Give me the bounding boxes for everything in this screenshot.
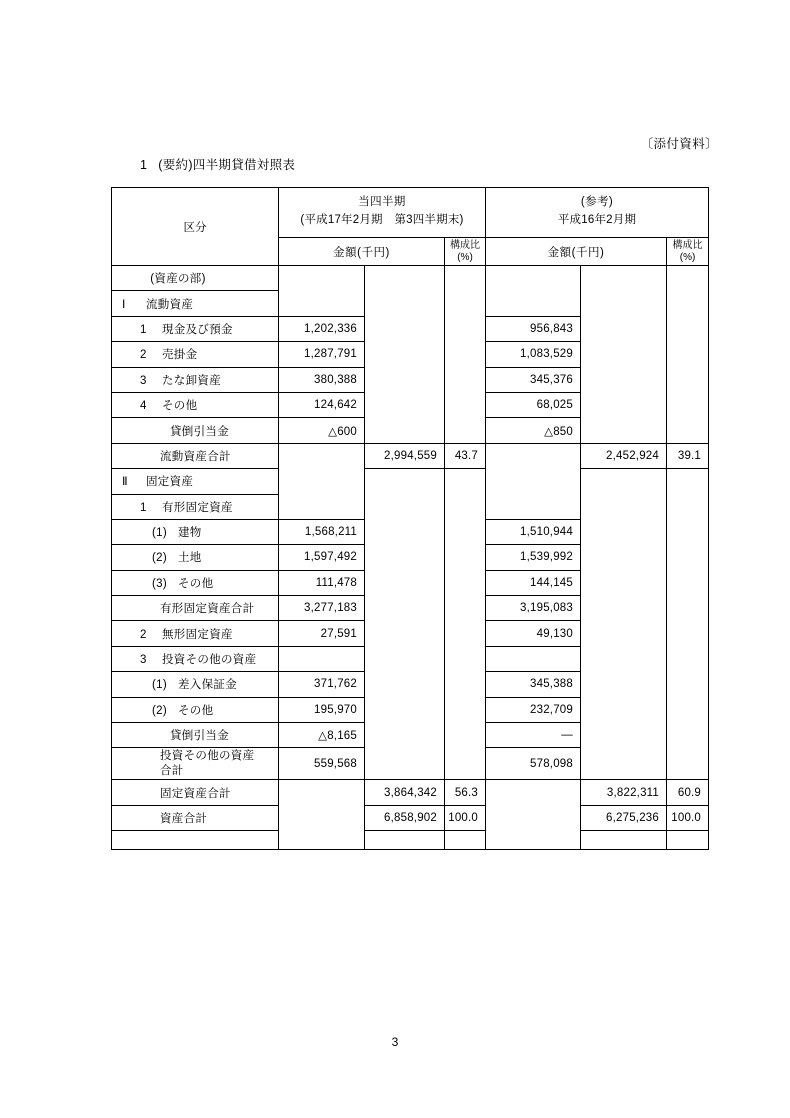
row-marker: 4 [140,400,147,413]
cell-current-ratio [445,418,486,443]
cell-current-total: 6,858,902 [365,805,445,830]
cell-current-total [365,748,445,780]
cell-current-detail [279,469,365,494]
cell-current-detail [279,443,365,468]
table-row [112,494,709,519]
cell-current-detail [279,831,365,850]
cell-prior-total [581,646,667,671]
cell-prior-detail: 3,195,083 [486,596,581,621]
table-body [112,266,709,850]
cell-prior-detail: 345,376 [486,367,581,392]
cell-prior-detail [486,646,581,671]
row-label: (3) その他 [152,577,214,590]
header-current-period [279,188,486,238]
row-marker: (2) [152,552,167,565]
row-label: 4 その他 [140,400,198,413]
header-current-amount: 金額(千円) [279,238,445,266]
cell-prior-detail: 68,025 [486,392,581,417]
header-division-label: 区分 [183,221,207,234]
balance-sheet-table-wrapper [111,187,708,850]
cell-current-ratio [445,342,486,367]
cell-current-detail: 1,287,791 [279,342,365,367]
table-row [112,831,709,850]
table-row [112,780,709,805]
cell-current-total [365,342,445,367]
row-marker: 3 [140,654,147,667]
row-marker: (1) [152,679,167,692]
cell-prior-detail [486,780,581,805]
cell-division [112,723,279,748]
cell-prior-detail: 49,130 [486,621,581,646]
cell-current-ratio [445,697,486,722]
table-row [112,519,709,544]
cell-prior-ratio [667,392,709,417]
row-marker: (2) [152,704,167,717]
cell-prior-ratio [667,748,709,780]
table-row [112,805,709,830]
table-row [112,570,709,595]
cell-division [112,780,279,805]
cell-division [112,596,279,621]
row-label: Ⅱ 固定資産 [122,476,194,489]
cell-prior-total [581,621,667,646]
cell-division [112,672,279,697]
row-marker: 2 [140,628,147,641]
current-ratio-line1: 構成比 [450,240,480,252]
row-marker: 2 [140,349,147,362]
cell-current-ratio [445,646,486,671]
row-label: 貸倒引当金 [170,425,229,438]
cell-prior-detail [486,469,581,494]
cell-division [112,392,279,417]
cell-prior-detail [486,805,581,830]
cell-prior-ratio [667,596,709,621]
cell-prior-ratio [667,291,709,316]
cell-current-ratio [445,494,486,519]
cell-current-total [365,723,445,748]
cell-prior-total: 6,275,236 [581,805,667,830]
table-row [112,469,709,494]
row-label: (2) 土地 [152,552,202,565]
cell-prior-ratio: 100.0 [667,805,709,830]
cell-prior-detail: 144,145 [486,570,581,595]
cell-prior-total [581,723,667,748]
cell-current-ratio [445,266,486,291]
header-prior-amount: 金額(千円) [486,238,667,266]
cell-current-total [365,596,445,621]
cell-current-total [365,697,445,722]
row-label: 貸倒引当金 [170,730,229,743]
cell-current-detail: 195,970 [279,697,365,722]
cell-prior-ratio [667,316,709,341]
table-row [112,621,709,646]
cell-prior-total [581,748,667,780]
cell-division [112,367,279,392]
cell-current-total [365,316,445,341]
page-title [140,155,295,173]
cell-current-detail [279,646,365,671]
cell-prior-total [581,316,667,341]
cell-prior-ratio [667,469,709,494]
cell-current-total: 2,994,559 [365,443,445,468]
cell-current-total: 3,864,342 [365,780,445,805]
cell-division [112,831,279,850]
row-label: 3 投資その他の資産 [140,654,257,667]
header-row-periods [112,188,709,238]
row-label: 1 有形固定資産 [140,501,233,514]
row-marker: 1 [140,323,147,336]
row-marker: (3) [152,577,167,590]
table-row [112,646,709,671]
cell-prior-total [581,367,667,392]
cell-prior-total [581,266,667,291]
prior-period-line1: (参考) [580,196,614,209]
cell-current-ratio [445,316,486,341]
cell-current-total [365,392,445,417]
cell-prior-ratio [667,494,709,519]
cell-current-detail: 124,642 [279,392,365,417]
cell-prior-ratio [667,266,709,291]
cell-prior-total [581,342,667,367]
table-row [112,266,709,291]
cell-current-detail [279,805,365,830]
cell-current-ratio [445,570,486,595]
row-label: 流動資産合計 [160,450,231,463]
cell-current-ratio [445,831,486,850]
prior-ratio-line1: 構成比 [672,240,703,252]
table-row [112,418,709,443]
cell-current-detail: 1,202,336 [279,316,365,341]
cell-current-ratio [445,672,486,697]
cell-division [112,316,279,341]
row-label: Ⅰ 流動資産 [122,298,194,311]
cell-current-total [365,266,445,291]
cell-prior-detail [486,291,581,316]
row-label: 1 現金及び預金 [140,323,233,336]
cell-current-detail: 380,388 [279,367,365,392]
cell-current-ratio [445,621,486,646]
cell-current-detail: 371,762 [279,672,365,697]
cell-current-detail: 111,478 [279,570,365,595]
cell-prior-total [581,494,667,519]
row-marker: Ⅰ [122,298,126,311]
cell-current-detail: △600 [279,418,365,443]
cell-division [112,805,279,830]
row-label: (資産の部) [150,273,206,286]
row-label: (1) 差入保証金 [152,679,237,692]
cell-prior-ratio [667,831,709,850]
table-row [112,291,709,316]
cell-current-ratio [445,748,486,780]
row-marker: (1) [152,527,167,540]
cell-current-ratio [445,519,486,544]
cell-current-detail [279,780,365,805]
cell-current-ratio: 100.0 [445,805,486,830]
cell-current-ratio [445,392,486,417]
cell-current-total [365,831,445,850]
cell-current-total [365,469,445,494]
cell-division [112,342,279,367]
cell-prior-total [581,596,667,621]
cell-division [112,748,279,780]
cell-current-detail [279,494,365,519]
cell-current-ratio: 43.7 [445,443,486,468]
cell-division [112,570,279,595]
cell-prior-total [581,831,667,850]
cell-prior-detail: — [486,723,581,748]
cell-prior-total [581,392,667,417]
cell-division [112,266,279,291]
balance-sheet-table [111,187,709,850]
cell-current-ratio: 56.3 [445,780,486,805]
table-row [112,392,709,417]
cell-prior-ratio [667,723,709,748]
cell-current-total [365,621,445,646]
prior-period-line2: 平成16年2月期 [557,214,637,226]
cell-prior-total [581,519,667,544]
cell-prior-ratio [667,545,709,570]
cell-current-detail [279,266,365,291]
cell-current-detail: 3,277,183 [279,596,365,621]
row-label: 資産合計 [160,813,208,825]
cell-current-total [365,494,445,519]
row-label: 投資その他の資産 合計 [160,750,255,777]
cell-division [112,646,279,671]
cell-prior-detail: △850 [486,418,581,443]
cell-prior-detail: 956,843 [486,316,581,341]
cell-current-total [365,646,445,671]
current-ratio-line2: (%) [457,251,473,263]
table-row [112,545,709,570]
cell-prior-detail [486,831,581,850]
table-header [112,188,709,266]
table-row [112,316,709,341]
row-label: (1) 建物 [152,527,202,540]
cell-prior-total [581,672,667,697]
table-row [112,697,709,722]
cell-prior-total: 2,452,924 [581,443,667,468]
cell-current-ratio [445,596,486,621]
cell-division [112,469,279,494]
cell-prior-ratio [667,418,709,443]
cell-division [112,443,279,468]
cell-prior-total [581,545,667,570]
cell-current-detail: 559,568 [279,748,365,780]
cell-prior-ratio [667,621,709,646]
cell-prior-detail [486,266,581,291]
cell-prior-total: 3,822,311 [581,780,667,805]
table-row [112,367,709,392]
cell-current-ratio [445,291,486,316]
cell-current-total [365,570,445,595]
cell-current-ratio [445,723,486,748]
cell-current-ratio [445,367,486,392]
cell-prior-total [581,697,667,722]
row-label: 固定資産合計 [160,787,231,800]
header-prior-ratio [667,238,709,266]
table-row [112,748,709,780]
cell-prior-detail: 1,510,944 [486,519,581,544]
cell-current-detail: △8,165 [279,723,365,748]
cell-prior-ratio [667,697,709,722]
header-prior-period [486,188,709,238]
prior-ratio-line2: (%) [679,251,696,263]
cell-prior-total [581,469,667,494]
row-marker: 3 [140,374,147,387]
row-label: (2) その他 [152,704,214,717]
cell-prior-total [581,418,667,443]
cell-division [112,621,279,646]
cell-current-total [365,672,445,697]
cell-current-detail: 1,568,211 [279,519,365,544]
cell-prior-total [581,291,667,316]
cell-current-total [365,291,445,316]
table-row [112,342,709,367]
cell-current-detail [279,291,365,316]
title-number: 1 [140,158,148,172]
cell-prior-ratio [667,367,709,392]
cell-prior-detail: 345,388 [486,672,581,697]
cell-current-ratio [445,469,486,494]
cell-prior-detail [486,494,581,519]
attachment-note: 〔添付資料〕 [640,137,718,151]
cell-current-total [365,519,445,544]
cell-division [112,418,279,443]
table-row [112,596,709,621]
table-row [112,672,709,697]
row-marker: Ⅱ [122,476,128,489]
cell-current-detail: 27,591 [279,621,365,646]
row-label: 2 無形固定資産 [140,628,233,641]
row-marker: 1 [140,501,147,514]
cell-prior-ratio: 60.9 [667,780,709,805]
cell-current-ratio [445,545,486,570]
cell-prior-ratio [667,342,709,367]
current-period-line1: 当四半期 [358,196,406,209]
cell-division [112,545,279,570]
cell-prior-detail: 578,098 [486,748,581,780]
cell-prior-detail: 232,709 [486,697,581,722]
cell-division [112,291,279,316]
cell-prior-ratio [667,672,709,697]
cell-prior-detail: 1,539,992 [486,545,581,570]
cell-current-total [365,367,445,392]
row-label: 有形固定資産合計 [160,603,255,616]
cell-current-total [365,545,445,570]
title-text: (要約)四半期貸借対照表 [158,158,296,172]
cell-division [112,697,279,722]
row-label: 3 たな卸資産 [140,374,221,387]
cell-division [112,519,279,544]
cell-prior-ratio [667,570,709,595]
current-period-line2: (平成17年2月期 第3四半期末) [300,214,464,226]
page-number: 3 [391,1035,399,1049]
table-row [112,443,709,468]
header-division-cell [112,188,279,266]
cell-current-detail: 1,597,492 [279,545,365,570]
cell-prior-detail: 1,083,529 [486,342,581,367]
table-row [112,723,709,748]
cell-prior-ratio [667,519,709,544]
row-label: 2 売掛金 [140,349,198,362]
cell-prior-ratio: 39.1 [667,443,709,468]
header-current-ratio [445,238,486,266]
cell-prior-ratio [667,646,709,671]
cell-prior-detail [486,443,581,468]
cell-current-total [365,418,445,443]
cell-division [112,494,279,519]
cell-prior-total [581,570,667,595]
